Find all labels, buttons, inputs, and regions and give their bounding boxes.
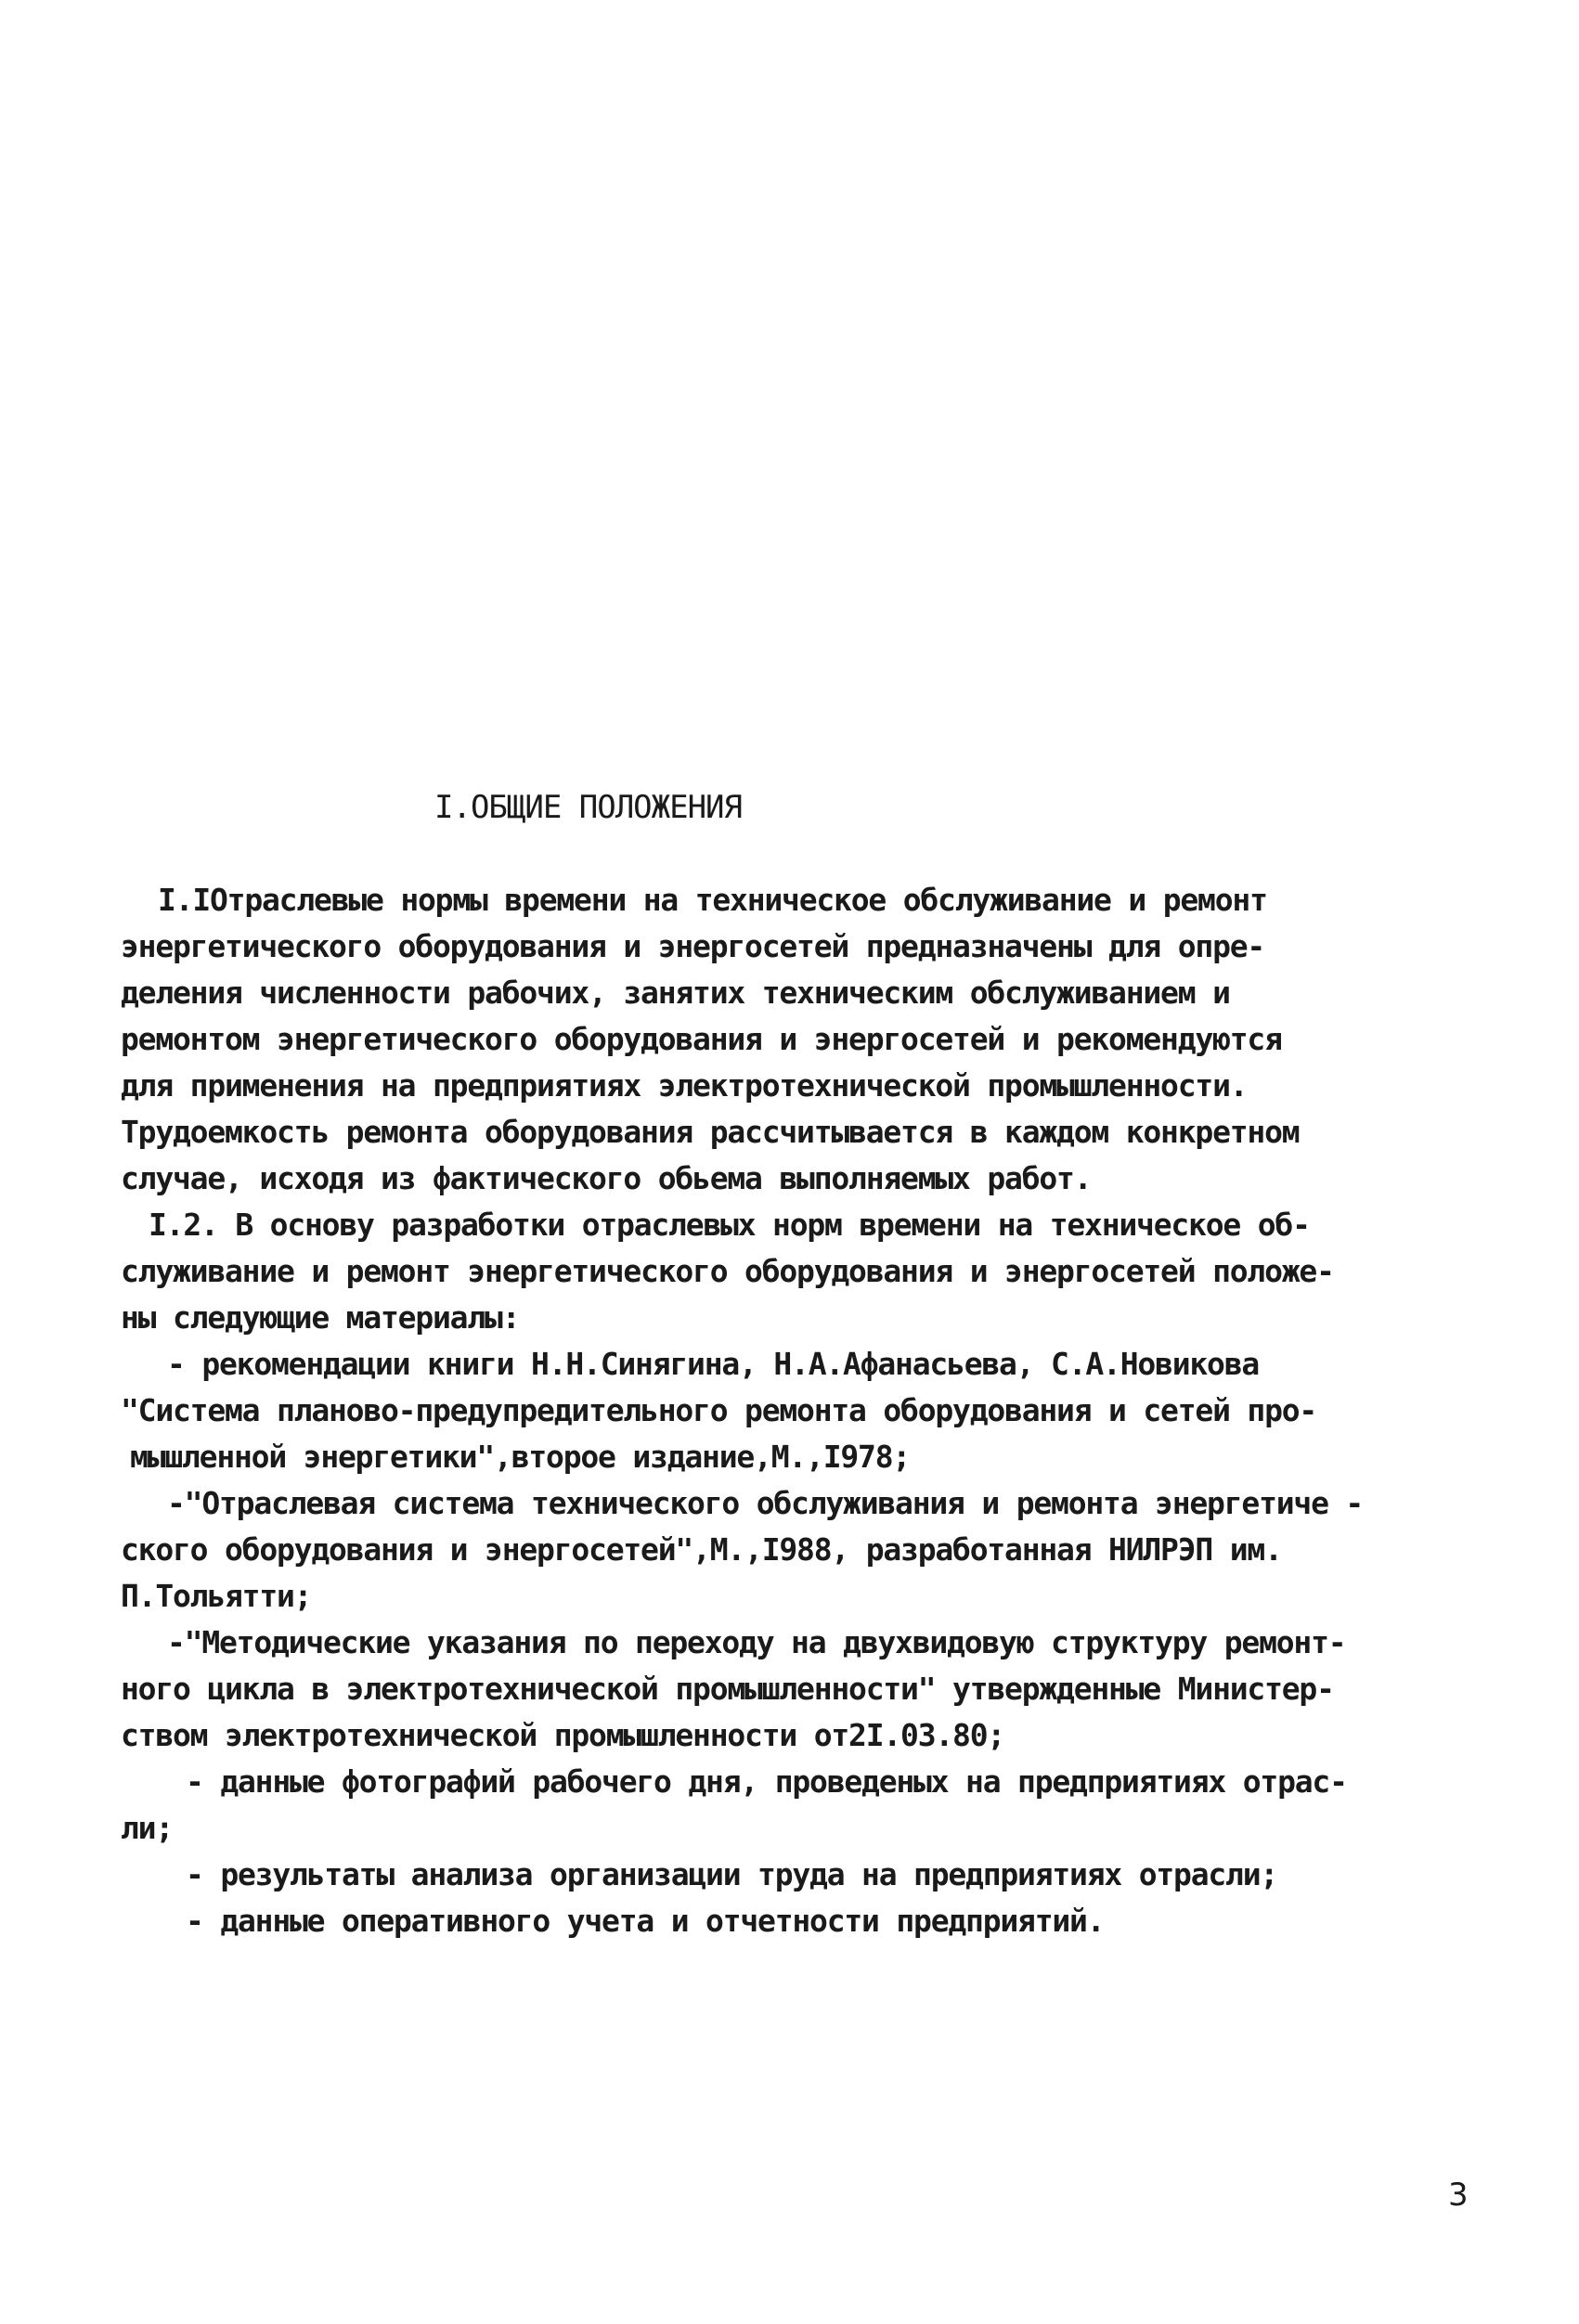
text-line: служивание и ремонт энергетического оборудования и энергосетей положе-	[121, 1253, 1334, 1289]
text-line: I.IОтраслевые нормы времени на техническое обслуживание и ремонт	[158, 882, 1267, 918]
text-line: ремонтом энергетического оборудования и энергосетей и рекомендуются	[121, 1021, 1282, 1057]
text-line: для применения на предприятиях электротехнической промышленности.	[121, 1067, 1248, 1104]
text-line: "Система планово-предупредительного ремонта оборудования и сетей про-	[121, 1392, 1317, 1428]
page-number: 3	[1448, 2176, 1469, 2214]
text-line: П.Тольятти;	[121, 1578, 312, 1614]
text-line: I.2. В основу разработки отраслевых норм времени на техническое об-	[149, 1207, 1310, 1243]
text-line: Трудоемкость ремонта оборудования рассчитывается в каждом конкретном	[121, 1114, 1300, 1150]
text-line: случае, исходя из фактического обьема выполняемых работ.	[121, 1160, 1092, 1196]
text-line: - данные фотографий рабочего дня, проведеных на предприятиях отрас-	[186, 1763, 1347, 1800]
text-line: ны следующие материалы:	[121, 1299, 520, 1336]
text-line: ством электротехнической промышленности от2I.03.80;	[121, 1717, 1005, 1753]
text-line: - результаты анализа организации труда на предприятиях отрасли;	[186, 1856, 1278, 1892]
text-line: деления численности рабочих, занятих техническим обслуживанием и	[121, 975, 1230, 1011]
text-line: ного цикла в электротехнической промышленности" утвержденные Министер-	[121, 1671, 1334, 1707]
text-line: - рекомендации книги Н.Н.Синягина, Н.А.Афанасьева, С.А.Новикова	[167, 1346, 1260, 1382]
text-line: -"Отраслевая система технического обслуживания и ремонта энергетиче -	[167, 1485, 1364, 1521]
text-line: -"Методические указания по переходу на двухвидовую структуру ремонт-	[167, 1624, 1346, 1660]
text-line: - данные оперативного учета и отчетности предприятий.	[186, 1903, 1105, 1939]
text-line: ли;	[121, 1810, 174, 1846]
text-line: ского оборудования и энергосетей",М.,I988, разработанная НИЛРЭП им.	[121, 1531, 1282, 1568]
text-line: энергетического оборудования и энергосетей предназначены для опре-	[121, 928, 1265, 964]
text-line: мышленной энергетики",второе издание,М.,I978;	[130, 1439, 911, 1475]
section-heading: I.ОБЩИЕ ПОЛОЖЕНИЯ	[434, 789, 742, 826]
